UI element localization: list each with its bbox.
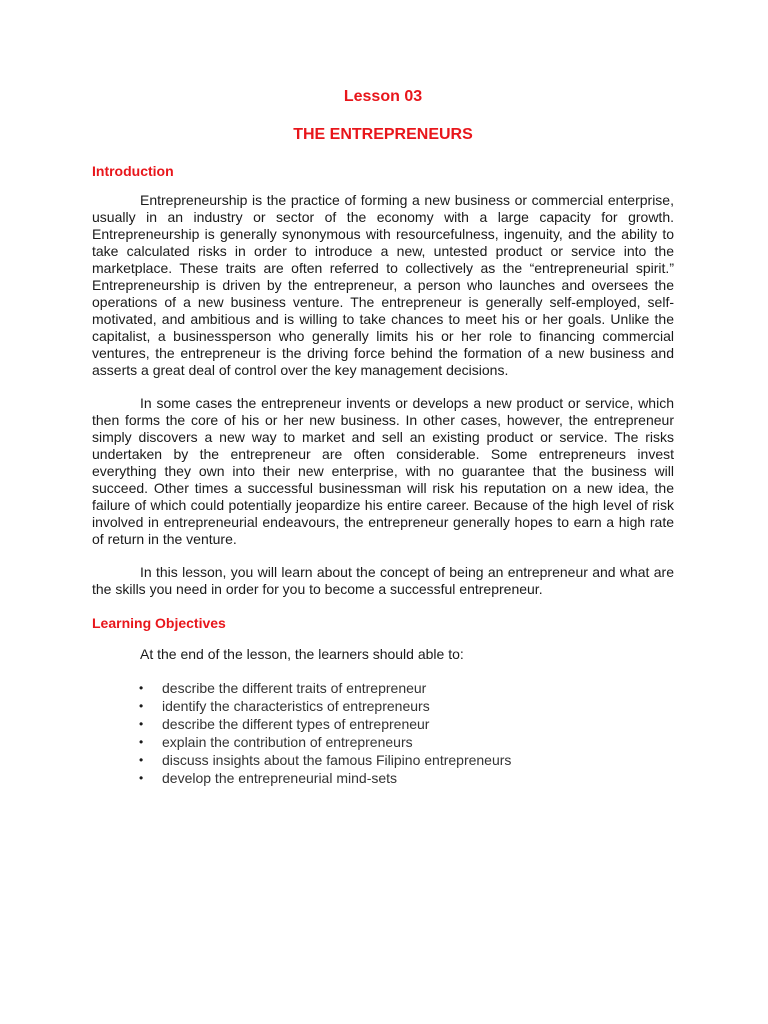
list-item	[92, 715, 674, 733]
bullet-icon: •	[139, 771, 144, 785]
lesson-number: Lesson 03	[343, 88, 423, 105]
list-item	[92, 751, 674, 769]
list-item	[92, 697, 674, 715]
objective-text: identify the characteristics of entrepreneurs	[162, 698, 430, 714]
bullet-icon: •	[139, 717, 144, 731]
introduction-section	[92, 162, 674, 598]
objectives-list	[92, 679, 674, 787]
bullet-icon: •	[139, 735, 144, 749]
intro-paragraph-3: In this lesson, you will learn about the concept of being an entrepreneur and what are the skills you need in order for you to become a successful entrepreneur.	[92, 564, 674, 597]
list-item	[92, 733, 674, 751]
lesson-title: THE ENTREPRENEURS	[293, 126, 473, 143]
objective-text: describe the different types of entrepreneur	[162, 716, 430, 732]
learning-objectives-heading: Learning Objectives	[92, 615, 226, 631]
objectives-lead: At the end of the lesson, the learners should able to:	[140, 646, 464, 662]
learning-objectives-section	[92, 614, 674, 787]
intro-paragraph-2: In some cases the entrepreneur invents or develops a new product or service, which then forms the core of his or her new business. In other cases, however, the entrepreneur simply discovers a new way to market and sell an existing product or service. The risks undertaken by the entrepreneur are often considerable. Some entrepreneurs invest everything they own into their new enterprise, with no guarantee that the business will succeed. Other times a successful businessman will risk his reputation on a new idea, the failure of which could potentially jeopardize his entire career. Because of the high level of risk involved in entrepreneurial endeavours, the entrepreneur generally hopes to earn a high rate of return in the venture.	[92, 395, 674, 547]
bullet-icon: •	[139, 699, 144, 713]
bullet-icon: •	[139, 681, 144, 695]
objective-text: describe the different traits of entrepreneur	[162, 680, 427, 696]
list-item	[92, 769, 674, 787]
objective-text: develop the entrepreneurial mind-sets	[162, 770, 398, 786]
introduction-heading: Introduction	[92, 163, 174, 179]
intro-paragraph-1: Entrepreneurship is the practice of forming a new business or commercial enterprise, usually in an industry or sector of the economy with a large capacity for growth. Entrepreneurship is generally synonymous with resourcefulness, ingenuity, and the ability to take calculated risks in order to introduce a new, untested product or service into the marketplace. These traits are often referred to collectively as the “entrepreneurial spirit.” Entrepreneurship is driven by the entrepreneur, a person who launches and oversees the operations of a new business venture. The entrepreneur is generally self-employed, self-motivated, and ambitious and is willing to take chances to meet his or her goals. Unlike the capitalist, a businessperson who generally limits his or her role to financing commercial ventures, the entrepreneur is the driving force behind the formation of a new business and asserts a great deal of control over the key management decisions.	[92, 192, 674, 378]
objective-text: explain the contribution of entrepreneurs	[162, 734, 413, 750]
document-page	[92, 86, 674, 787]
bullet-icon: •	[139, 753, 144, 767]
list-item	[92, 679, 674, 697]
objective-text: discuss insights about the famous Filipino entrepreneurs	[162, 752, 512, 768]
